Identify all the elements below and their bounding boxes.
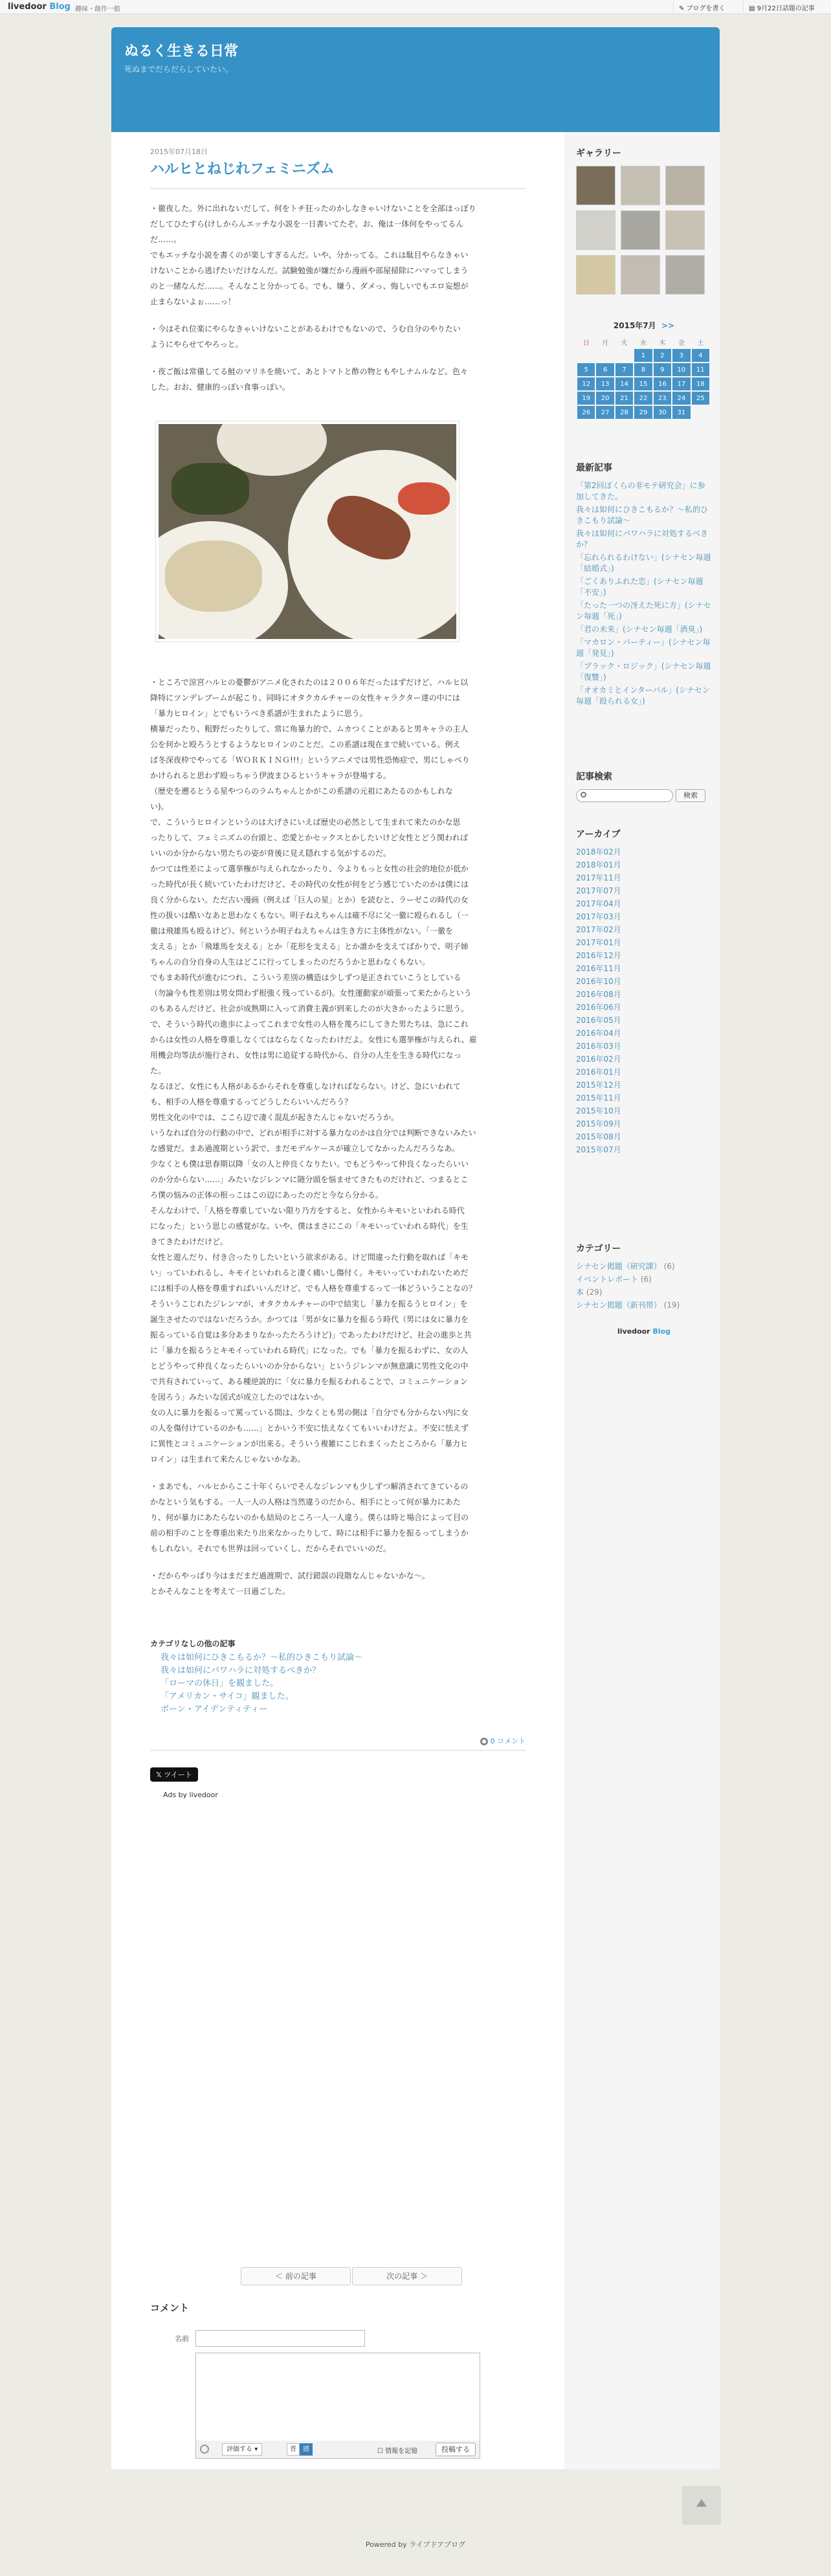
comment-form	[150, 2301, 526, 2455]
remember-checkbox[interactable]: ☐ 情報を記憶	[377, 2448, 418, 2455]
text-line: になった」という思じの感覚がな。いや、僕はまさにこの「キモいっていわれる時代」を生	[150, 1222, 469, 1231]
text-line: 止まらないよぉ……っ！	[150, 297, 236, 306]
gallery-thumb[interactable]	[665, 255, 705, 295]
archive-link[interactable]: 2015年08月	[576, 1132, 621, 1141]
recent-post-link[interactable]: 「オオカミとインターバル」(シナセン毎週「殴られる女」)	[576, 686, 710, 706]
archive-link[interactable]: 2016年12月	[576, 951, 621, 960]
calendar-day[interactable]: 24	[672, 392, 690, 405]
text-line: でもまあ時代が進むにつれ、こういう差別の構造は少しずつ是正されていこうとしている	[150, 973, 461, 982]
category-link[interactable]	[576, 1300, 712, 1311]
text-line: とかそんなことを考えて一日過ごした。	[150, 1587, 291, 1596]
gallery-thumb[interactable]	[621, 166, 660, 205]
calendar-day[interactable]: 12	[577, 377, 595, 390]
archive-link[interactable]: 2016年08月	[576, 990, 621, 999]
recent-post-link[interactable]: 我々は如何にパワハラに対処するべきか？	[576, 529, 709, 549]
text-line: た。	[150, 1066, 166, 1075]
recent-post-link[interactable]: 「マカロン・パーティー」(シナセン毎週「発見」)	[576, 638, 711, 658]
calendar-weekday: 土	[697, 339, 704, 347]
sidebar-logo-blog: Blog	[652, 1327, 671, 1336]
calendar-day	[596, 349, 614, 362]
sidebar-logo[interactable]	[576, 1327, 712, 1336]
paragraph-3	[150, 364, 526, 395]
title-divider	[150, 188, 526, 189]
category-count: (6)	[640, 1275, 652, 1284]
search-row	[576, 789, 712, 802]
text-line: ちゃんの自分自身の人生はどこに行ってしまったのだろうかと思わなくもない。	[150, 958, 430, 967]
comments-link[interactable]	[150, 1736, 526, 1746]
archive-link[interactable]: 2017年04月	[576, 899, 621, 908]
hot-articles-button[interactable]: ▤ 9月22日話題の記事	[743, 1, 820, 12]
tomato	[398, 482, 450, 515]
next-article-button[interactable]: 次の記事 ＞	[352, 2267, 462, 2285]
text-line: 少なくとも僕は思春期以降「女の人と仲良くなりたい。でもどうやって仲良くなったらいい	[150, 1159, 469, 1169]
calendar-weekday: 金	[678, 339, 685, 347]
calendar-day[interactable]: 23	[654, 392, 671, 405]
archive-link[interactable]: 2016年02月	[576, 1055, 621, 1064]
comment-toolbar	[195, 2441, 480, 2459]
hot-articles-label: 9月22日話題の記事	[757, 5, 815, 12]
text-line: した。おお、健康的っぽい食事っぽい。	[150, 383, 291, 392]
submit-comment-button[interactable]: 投稿する	[436, 2443, 476, 2456]
calendar-day[interactable]: 28	[615, 406, 633, 419]
recent-post-link[interactable]: 「第2回ぼくらの非モテ研究会」に参加してきた。	[576, 481, 705, 501]
calendar-day[interactable]: 19	[577, 392, 595, 405]
text-line: 女の人に暴力を振るって罵っている間は、少なくとも男の側は「自分でも分からない内に女	[150, 1408, 469, 1417]
blog-header	[111, 27, 720, 132]
text-line: なるほど、女性にも人格があるからそれを尊重しなければならない。けど、急にいわれて	[150, 1082, 461, 1091]
archive-link[interactable]: 2017年07月	[576, 886, 621, 895]
text-line: に異性とコミュニケーションが出来る。そういう複雑にこじれまくったところから「暴力ヒ	[150, 1439, 469, 1448]
chevron-down-icon: ▾	[254, 2446, 258, 2453]
archive-link[interactable]: 2017年02月	[576, 925, 621, 934]
post-title[interactable]: ハルヒとねじれフェミニズム	[150, 161, 335, 177]
category-count: (19)	[663, 1301, 680, 1310]
calendar-day[interactable]: 6	[596, 363, 614, 376]
recent-post-link[interactable]: 「プラック・ロジック」(シナセン毎週「復讐」)	[576, 662, 711, 682]
calendar-day[interactable]: 11	[692, 363, 709, 376]
settings-icon[interactable]	[200, 2445, 209, 2454]
archive-link[interactable]: 2016年03月	[576, 1042, 621, 1051]
text-line: で、こういうヒロインというのは大げさにいえば歴史の必然として生まれて来たのかな思	[150, 818, 461, 827]
dinner-photo[interactable]	[155, 421, 460, 642]
calendar-day[interactable]: 10	[672, 363, 690, 376]
recent-title: 最新記事	[576, 463, 612, 473]
text-line: 用機会均等法が施行され、女性は男に追従する時代から、自分の人生を生きる時代になっ	[150, 1051, 461, 1060]
paragraph-6	[150, 1568, 526, 1599]
archive-link[interactable]: 2018年02月	[576, 847, 621, 857]
text-line: な感覚だ。まあ過渡期という訳で、まだモデルケースが確立してなかったんだろうなあ。	[150, 1144, 460, 1153]
greens	[172, 463, 249, 515]
text-line: ったりして、フェミニズムの台頭と、恋愛とかセックスとかしたいけど女性とどう関われば	[150, 833, 469, 842]
text-line: 女性と遊んだり、付き合ったりしたいという欲求がある。けど間違った行動を取れば「キモ	[150, 1253, 469, 1262]
archive-link[interactable]: 2017年01月	[576, 938, 621, 947]
text-line: （歴史を遡るとうる星やつらのラムちゃんとかがこの系譜の元祖にあたるのかもしれな	[150, 787, 453, 796]
remember-label: 情報を記憶	[385, 2448, 418, 2455]
paragraph-1	[150, 201, 526, 309]
text-line: かつては性差によって選挙権が与えられなかったり、今よりもっと女性の社会的地位が低か	[150, 864, 469, 873]
text-line: ・徹夜した。外に出れないだして、何をトチ狂ったのかしなきゃいけないことを全部ほっぽり	[150, 204, 476, 213]
search-icon	[581, 792, 586, 798]
logo-blog-text: Blog	[49, 2, 71, 12]
archive-link[interactable]: 2017年03月	[576, 912, 621, 921]
comments-count: 0 コメント	[490, 1737, 526, 1745]
text-line: 前の相手のことを尊重出来たり出来なかったりして、時には相手に暴力を振るってしまうか	[150, 1529, 469, 1538]
calendar-day[interactable]: 2	[654, 349, 671, 362]
calendar-week	[577, 377, 709, 390]
text-line: ・だからやっぱり今はまだまだ過渡期で、試行錯誤の段階なんじゃないかな～。	[150, 1571, 430, 1580]
category-section	[576, 1242, 712, 1313]
comment-textarea[interactable]	[195, 2353, 480, 2442]
text-line: そういうこじれたジレンマが、オタクカルチャーの中で結実し「暴力を振るうヒロイン」を	[150, 1299, 468, 1308]
calendar-next-link[interactable]: >>	[661, 321, 675, 330]
text-line: い)。	[150, 802, 169, 811]
calendar-day[interactable]: 31	[672, 406, 690, 419]
archive-link[interactable]: 2016年04月	[576, 1029, 621, 1038]
calendar-day[interactable]: 3	[672, 349, 690, 362]
text-line: だ……。	[150, 235, 182, 244]
category-count: (29)	[586, 1288, 603, 1297]
calendar-weekday: 水	[639, 339, 647, 347]
category-link[interactable]	[576, 1261, 712, 1272]
category-list	[576, 1261, 712, 1311]
top-bar	[0, 0, 831, 14]
calendar-weekday: 月	[602, 339, 609, 347]
calendar-day[interactable]: 7	[615, 363, 633, 376]
recent-post-link[interactable]: 「ごくありふれた恋」(シナセン毎週「不安」)	[576, 577, 704, 597]
text-line: 男性文化の中では、ここら辺で凄く混乱が起きたんじゃないだろうか。	[150, 1113, 399, 1122]
gallery-thumb[interactable]	[576, 210, 615, 250]
calendar-day[interactable]: 13	[596, 377, 614, 390]
archive-title: アーカイブ	[576, 829, 621, 840]
text-line: で、そういう時代の進歩によってこれまで女性の人格を蔑ろにしてきた男たちは、急にこれ	[150, 1020, 469, 1029]
text-line: に「暴力を振るうとキモイっていわれる時代」になった。でも「暴力を振るわずに、女の人	[150, 1346, 469, 1355]
gallery-thumb[interactable]	[665, 210, 705, 250]
blog-description: 死ぬまでだらだらしていたい。	[124, 65, 234, 74]
archive-link[interactable]: 2018年01月	[576, 860, 621, 869]
recent-post-link[interactable]: 「君の未来」(シナセン毎週「酒臭」)	[576, 625, 703, 634]
back-to-top-button[interactable]	[682, 2486, 721, 2525]
text-line: （勿論今も性差別は男女問わず根強く残っているが)。女性運動家が頑張って来たからという	[150, 989, 472, 998]
gallery-thumbs	[576, 166, 712, 295]
face-option-2[interactable]: 感	[300, 2443, 313, 2456]
dinner-photo-image	[159, 424, 456, 639]
gallery-thumb[interactable]	[576, 255, 615, 295]
other-article-link[interactable]: 「アメリカン・サイコ」観ました。	[161, 1692, 294, 1701]
text-line: ・まあでも、ハルヒからここ十年くらいでそんなジレンマも少しずつ解消されてきているの	[150, 1482, 469, 1491]
post-date: 2015年07月18日	[150, 148, 208, 156]
calendar-weekday: 木	[659, 339, 666, 347]
gallery-thumb[interactable]	[621, 255, 660, 295]
search-button[interactable]: 検索	[676, 789, 705, 802]
calendar-day[interactable]: 14	[615, 377, 633, 390]
text-line: ・ところで涼宮ハルヒの憂鬱がアニメ化されたのは２００６年だったはずだけど、ハルヒ以	[150, 678, 469, 687]
text-line: 「暴力ヒロイン」とでもいうべき系譜が生まれたように思う。	[150, 709, 368, 718]
text-line: 誕生させたのではないだろうか。かつては「男が女に暴力を振るう時代（男には女に暴力を	[150, 1315, 469, 1324]
calendar-day[interactable]: 15	[634, 377, 652, 390]
calendar-week	[577, 363, 709, 376]
text-line: とどうやって仲良くなったらいいのか分からない」というジレンマが無意識に男性文化の中	[150, 1361, 469, 1371]
archive-list	[576, 847, 712, 1156]
logo-text: livedoor	[8, 2, 47, 12]
text-line: もしれない。それでも世界は回っていくし、だからそれでいいのだ。	[150, 1544, 392, 1553]
comment-icon	[480, 1738, 488, 1745]
other-article-link[interactable]: 「ローマの休日」を観ました。	[161, 1679, 279, 1688]
prev-article-button[interactable]: ＜ 前の記事	[241, 2267, 351, 2285]
calendar-day	[615, 349, 633, 362]
paragraph-2	[150, 321, 526, 352]
text-line: 支える」とか「飛雄馬を支える」とか「花形を支える」とか誰かを支えてばかりで、明子姉	[150, 942, 469, 951]
text-line: かけられると思わず殴っちゃう伊波まひるというキャラが登場する。	[150, 771, 392, 780]
calendar-day[interactable]: 4	[692, 349, 709, 362]
recent-list	[576, 480, 712, 707]
calendar-day[interactable]: 18	[692, 377, 709, 390]
calendar-day	[692, 406, 709, 419]
archive-link[interactable]: 2015年09月	[576, 1119, 621, 1128]
archive-link[interactable]: 2015年07月	[576, 1145, 621, 1154]
text-line: のと一緒なんだ……。そんなこと分かってる。でも、嫌う、ダメっ、悔しいでもエロ妄想が	[150, 282, 469, 291]
search-section	[576, 770, 712, 802]
livedoor-blog-logo[interactable]	[8, 2, 71, 12]
text-line: 公を何かと殴ろうとするようなヒロインのことだ。この系譜は現在まで続いている。例え	[150, 740, 461, 749]
gallery-thumb[interactable]	[621, 210, 660, 250]
text-line: の人を傷付けているのかも……」とかいう不安に怯えなくてもいいわけだよ。不安に怯えず	[150, 1424, 469, 1433]
text-line: ・今はそれ位楽にやらなきゃいけないことがあるわけでもないので、うむ自分のやりたい	[150, 324, 461, 333]
category-count: (6)	[663, 1262, 675, 1271]
category-title: カテゴリー	[576, 1244, 621, 1254]
calendar-day[interactable]: 1	[634, 349, 652, 362]
gallery-section	[576, 146, 712, 295]
face-option-1[interactable]: 普	[287, 2443, 300, 2456]
calendar-week	[577, 406, 709, 419]
archive-link[interactable]: 2016年10月	[576, 977, 621, 986]
calendar-day[interactable]: 25	[692, 392, 709, 405]
calendar-day[interactable]: 9	[654, 363, 671, 376]
rating-select[interactable]	[222, 2443, 262, 2456]
other-article-link[interactable]: 我々は如何にひきこもるか？～私的ひきこもり試論～	[161, 1653, 363, 1663]
calendar-day[interactable]: 27	[596, 406, 614, 419]
text-line: った時代が長く続いていたわけだけど、その時代の女性が何をどう感じていたのかは僕には	[150, 880, 469, 889]
text-line: いいのか分からない男たちの姿が背後に見え隠れする気がするのだ。	[150, 849, 392, 858]
text-line: 横暴だったり、粗野だったりして、常に角暴力的で、ムカつくことがあると男キャラの主人	[150, 724, 469, 734]
name-input[interactable]	[195, 2330, 365, 2347]
text-line: ロイン」は生まれて来たんじゃないかなあ。	[150, 1455, 305, 1464]
archive-link[interactable]: 2015年12月	[576, 1081, 621, 1090]
text-line: けないことから逃げたいだけなんだ。試験勉強が嫌だから漫画や部屋掃除にハマってしまう	[150, 266, 469, 275]
blog-title[interactable]: ぬるく生きる日常	[124, 43, 239, 60]
calendar-header	[576, 320, 712, 331]
footer	[0, 2539, 831, 2549]
recent-post-link[interactable]: 我々は如何にひきこもるか？～私的ひきこもり試論～	[576, 505, 709, 525]
archive-link[interactable]: 2015年10月	[576, 1106, 621, 1115]
search-input[interactable]	[576, 789, 673, 802]
category-link[interactable]: 趣味・創作一般	[75, 6, 120, 13]
sidebar-logo-text: livedoor	[617, 1327, 650, 1336]
calendar-day[interactable]: 29	[634, 406, 652, 419]
category-link[interactable]	[576, 1287, 712, 1298]
calendar-week	[577, 392, 709, 405]
calendar-day[interactable]: 5	[577, 363, 595, 376]
calendar-day[interactable]: 8	[634, 363, 652, 376]
category-link[interactable]	[576, 1274, 712, 1285]
text-line: には相手の人格を尊重すればいいんだけど、でも人格を尊重するって一体どういうことなの？	[150, 1284, 477, 1293]
text-line: 降特にツンデレブームが起こり、同時にオタクカルチャーの女性キャラクター達の中には	[150, 693, 460, 702]
write-blog-button[interactable]: ✎ ブログを書く	[673, 1, 731, 12]
article	[150, 146, 526, 1799]
text-line: 徹は飛雄馬も殴るけど）、何というか明子ねえちゃんは生き方に主体性がない。「一徹を	[150, 926, 454, 935]
archive-link[interactable]: 2016年11月	[576, 964, 621, 973]
archive-link[interactable]: 2017年11月	[576, 873, 621, 882]
archive-link[interactable]: 2016年06月	[576, 1003, 621, 1012]
category-name: イベントレポート	[576, 1275, 639, 1284]
other-articles	[150, 1638, 526, 1716]
footer-text[interactable]: Powered by ライブドアブログ	[365, 2540, 466, 2549]
comment-form-title: コメント	[150, 2302, 190, 2314]
category-name: 本	[576, 1288, 584, 1297]
calendar-week	[577, 349, 709, 362]
share-divider	[150, 1750, 526, 1751]
text-line: いうなれば自分の行動の中で、どれが相手に対する暴力なのかは自分では判断できないみたい	[150, 1128, 476, 1137]
category-name: シナセン掲題（新刊帯）	[576, 1301, 661, 1310]
text-line: で共有されていって、ある種逆説的に「女に暴力を振るわれることで、コミュニケーション	[150, 1377, 468, 1386]
recent-posts	[576, 461, 712, 709]
calendar-day[interactable]: 26	[577, 406, 595, 419]
calendar-day[interactable]: 30	[654, 406, 671, 419]
name-label: 名前	[175, 2335, 189, 2343]
search-title: 記事検索	[576, 772, 612, 782]
page-body	[111, 132, 720, 2469]
tweet-label: ツイート	[164, 1771, 192, 1779]
calendar-day[interactable]: 21	[615, 392, 633, 405]
archive-link[interactable]: 2015年11月	[576, 1093, 621, 1103]
calendar-day	[577, 349, 595, 362]
text-line: だしてひたすら(けしからんエッチな小説を一日書いてたぞ。お、俺は一体何をやってるん	[150, 219, 464, 229]
text-line: のか分からない……」みたいなジレンマに随分頭を悩ませてきたものだけれど、つまるとこ	[150, 1175, 469, 1184]
gallery-thumb[interactable]	[665, 166, 705, 205]
arrow-up-icon	[696, 2499, 707, 2507]
recent-post-link[interactable]: 「たった一つの冴えた死に方」(シナセン毎週「死」)	[576, 601, 711, 621]
gallery-title: ギャラリー	[576, 148, 621, 159]
tweet-button[interactable]: 𝕏 ツイート	[150, 1767, 198, 1782]
other-articles-title: カテゴリなしの他の記事	[150, 1639, 236, 1648]
archive-link[interactable]: 2016年05月	[576, 1016, 621, 1025]
calendar-month: 2015年7月	[613, 321, 656, 330]
text-line: ば冬深夜枠でやってる「ＷＯＲＫＩＮＧ!!!」というアニメでは男性恐怖症で、男にしゃべり	[150, 756, 470, 765]
bean-sprouts	[165, 541, 262, 612]
calendar-weekday: 火	[621, 339, 628, 347]
text-line: を図ろう」みたいな図式が成立したのではないか。	[150, 1393, 329, 1402]
calendar-day[interactable]: 22	[634, 392, 652, 405]
text-line: 良く分からない。ただ古い漫画（例えば「巨人の星」とか）を読むと、ラーゼこの時代の女	[150, 895, 469, 904]
paragraph-5	[150, 1479, 526, 1556]
calendar-day[interactable]: 16	[654, 377, 671, 390]
rating-label: 評価する	[227, 2446, 252, 2453]
calendar	[576, 320, 712, 420]
text-line: かなという気もする。一人一人の人格は当然違うのだから、相手にとって何が暴力にあた	[150, 1497, 461, 1506]
archive-link[interactable]: 2016年01月	[576, 1068, 621, 1077]
text-line: きてきたわけだけど。	[150, 1237, 228, 1246]
calendar-grid	[576, 335, 711, 420]
text-line: い」っていわれるし、キモイといわれると凄く痛いし傷付く。キモいっていわれないためだ	[150, 1268, 469, 1277]
text-line: ・夜ご飯は常備してる鮭のマリネを焼いて、あとトマトと酢の物ともやしナムルなど。色々	[150, 367, 468, 376]
calendar-day[interactable]: 20	[596, 392, 614, 405]
write-blog-label: ブログを書く	[686, 5, 726, 12]
text-line: ようにやらせてやろっと。	[150, 340, 243, 349]
text-line: からは女性の人格を尊重しなくてはならなくなったわけだよ。女性にも選挙権が与えられ、雇	[150, 1035, 477, 1044]
text-line: でもエッチな小説を書くのが楽しすぎるんだ。いや、分かってる。これは駄目やらなきゃい	[150, 251, 469, 260]
calendar-weekday: 日	[582, 339, 590, 347]
paragraph-4	[150, 675, 526, 1467]
text-line: 性の扱いは酷いなあと思わなくもない。明子ねえちゃんは確不尽に父一徹に殴られるし（一	[150, 911, 469, 920]
archive-section	[576, 827, 712, 1158]
text-line: ろ僕の悩みの正体の根っこはこの辺にあったのだと今なら分かる。	[150, 1191, 383, 1200]
category-name: シナセン掲題（研究課）	[576, 1262, 661, 1271]
other-article-link[interactable]: ボーン・アイデンティティー	[161, 1705, 268, 1714]
ads-label: Ads by livedoor	[163, 1791, 218, 1799]
gallery-thumb[interactable]	[576, 166, 615, 205]
text-line: も、相手の人格を尊重するってどうしたらいいんだろう？	[150, 1097, 353, 1106]
recent-post-link[interactable]: 「忘れられるわけない」(シナセン毎週「結婚式」)	[576, 553, 711, 573]
calendar-day[interactable]: 17	[672, 377, 690, 390]
text-line: 振るっている自覚は多分あまりなかったたろうけど)」であったわけだけど、社会の進歩と共	[150, 1330, 472, 1339]
text-line: そんなわけで、「人格を尊重していない限り乃方をすると、女性からキモいといわれる時代	[150, 1206, 465, 1215]
text-line: り、何が暴力にあたらないのかも結局のところ一人一人違う。僕らは時と場合によって目の	[150, 1513, 469, 1522]
text-line: のもあるんだけど、社会が成熟期に入って消費主義が到来したのが大きかったように思う。	[150, 1004, 469, 1013]
other-article-link[interactable]: 我々は如何にパワハラに対処するべきか？	[161, 1666, 321, 1675]
